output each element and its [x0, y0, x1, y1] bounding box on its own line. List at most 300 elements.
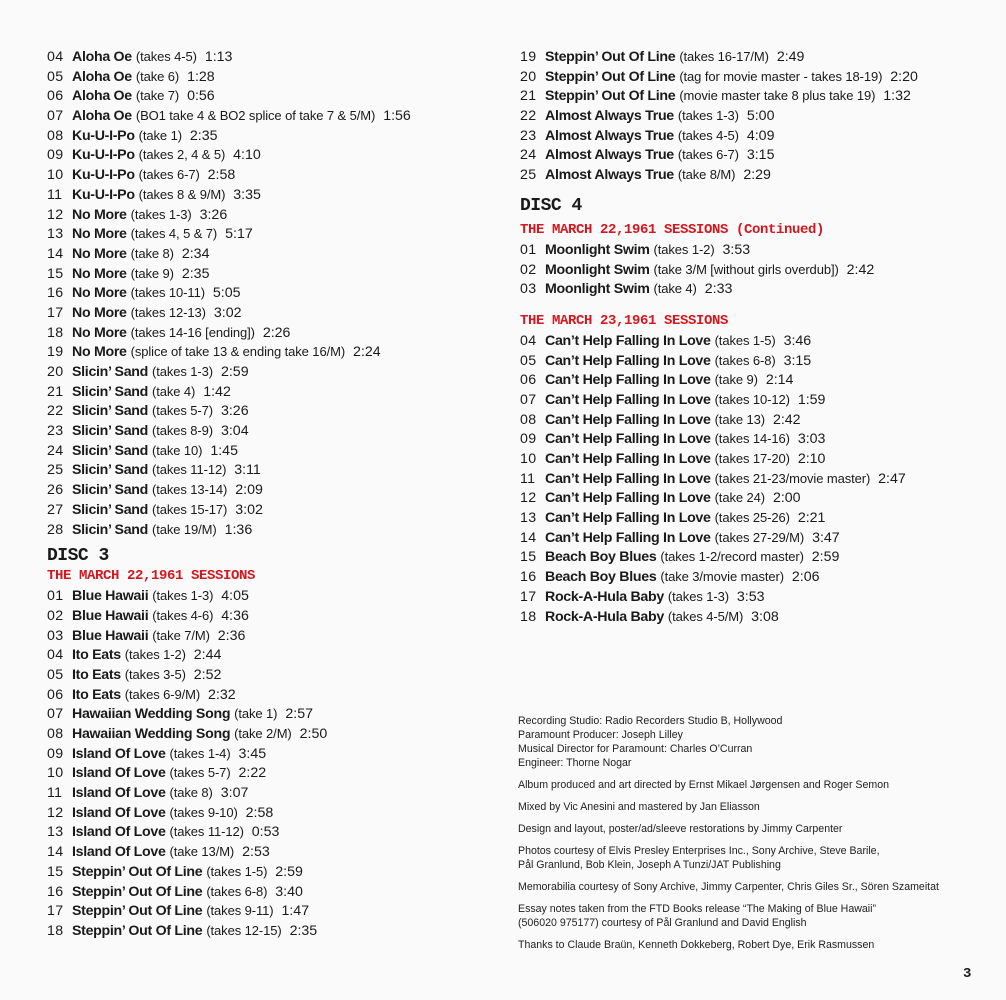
- track-duration: 3:53: [736, 588, 765, 605]
- track-duration: 3:45: [238, 745, 267, 762]
- track-number: 18: [520, 608, 537, 625]
- track-row: [47, 704, 487, 724]
- track-takes: (takes 1-5): [206, 863, 268, 879]
- track-number: 24: [520, 147, 537, 164]
- track-title: Ku-U-I-Po: [72, 186, 135, 203]
- track-duration: 2:49: [776, 49, 805, 65]
- track-title: Slicin’ Sand: [72, 364, 149, 380]
- track-duration: 3:26: [199, 206, 228, 223]
- track-row: [520, 106, 990, 126]
- track-number: 04: [520, 332, 537, 349]
- track-duration: 2:06: [791, 569, 820, 586]
- track-title: Almost Always True: [545, 167, 674, 184]
- track-takes: (BO1 take 4 & BO2 splice of take 7 & 5/M): [135, 108, 376, 124]
- track-duration: 1:28: [187, 68, 215, 85]
- track-takes: (takes 25-26): [714, 510, 790, 526]
- track-number: 24: [47, 442, 64, 459]
- track-takes: (splice of take 13 & ending take 16/M): [130, 344, 346, 360]
- track-takes: (takes 1-2): [653, 241, 715, 257]
- track-number: 10: [47, 167, 64, 184]
- track-takes: (takes 27-29/M): [714, 529, 805, 545]
- track-takes: (takes 4-5/M): [667, 608, 744, 624]
- track-takes: (takes 3-5): [124, 666, 186, 682]
- track-row: [520, 547, 990, 567]
- track-row: [47, 165, 487, 185]
- track-title: Steppin’ Out Of Line: [545, 49, 676, 65]
- track-duration: 2:58: [245, 804, 274, 821]
- track-title: Steppin’ Out Of Line: [72, 922, 203, 939]
- track-title: Can’t Help Falling In Love: [545, 451, 711, 467]
- track-takes: (take 8): [130, 245, 174, 261]
- track-row: [47, 606, 487, 626]
- track-row: [520, 528, 990, 548]
- track-duration: 3:46: [783, 332, 812, 349]
- track-takes: (takes 1-4): [169, 745, 231, 761]
- track-number: 11: [47, 186, 63, 203]
- track-title: Island Of Love: [72, 745, 166, 762]
- track-number: 19: [47, 344, 64, 361]
- track-number: 07: [520, 391, 537, 408]
- track-duration: 5:00: [746, 108, 775, 125]
- track-number: 13: [47, 226, 64, 243]
- page-number: 3: [963, 966, 972, 982]
- track-number: 06: [47, 88, 64, 105]
- track-title: Can’t Help Falling In Love: [545, 529, 711, 546]
- track-row: [520, 370, 990, 390]
- track-row: [520, 508, 990, 528]
- track-takes: (takes 1-3): [130, 206, 192, 222]
- track-takes: (take 4): [653, 281, 697, 297]
- track-takes: (takes 6-7): [677, 147, 739, 163]
- track-duration: 3:15: [746, 147, 775, 164]
- track-takes: (takes 11-12): [169, 824, 244, 840]
- track-number: 20: [47, 364, 64, 380]
- track-number: 08: [47, 127, 64, 144]
- track-takes: (take 19/M): [151, 521, 217, 537]
- track-title: Ku-U-I-Po: [72, 127, 135, 144]
- track-title: Ito Eats: [72, 647, 121, 664]
- disc-3-heading: DISC 3: [47, 546, 109, 567]
- track-number: 17: [47, 304, 64, 321]
- track-title: Steppin’ Out Of Line: [545, 88, 676, 105]
- track-number: 17: [47, 903, 64, 920]
- credit-line: Thanks to Claude Braün, Kenneth Dokkeberg, Robert Dye, Erik Rasmussen: [518, 939, 875, 951]
- track-title: No More: [72, 344, 127, 361]
- track-takes: (takes 15-17): [151, 501, 228, 517]
- track-row: [47, 763, 487, 783]
- track-title: Rock-A-Hula Baby: [545, 588, 664, 605]
- track-duration: 2:53: [242, 844, 270, 861]
- track-row: [520, 126, 990, 146]
- credit-paragraph: [518, 902, 958, 930]
- track-number: 28: [47, 521, 64, 538]
- credit-paragraph: [518, 822, 958, 836]
- track-row: [520, 86, 990, 106]
- track-takes: (take 7/M): [152, 627, 210, 643]
- track-takes: (movie master take 8 plus take 19): [679, 88, 876, 104]
- track-duration: 4:09: [746, 127, 775, 144]
- track-row: [520, 469, 990, 489]
- track-number: 18: [47, 324, 64, 341]
- track-number: 10: [520, 451, 537, 467]
- track-row: [520, 429, 990, 449]
- track-row: [47, 882, 487, 902]
- track-duration: 4:36: [221, 607, 249, 624]
- track-title: Slicin’ Sand: [72, 482, 149, 499]
- track-duration: 2:34: [181, 245, 210, 262]
- track-duration: 2:24: [353, 344, 381, 361]
- track-duration: 3:08: [751, 608, 779, 625]
- track-takes: (takes 9-10): [169, 804, 238, 820]
- track-row: [520, 449, 990, 469]
- track-takes: (takes 1-2): [124, 647, 186, 663]
- track-duration: 3:47: [812, 529, 840, 546]
- track-number: 14: [47, 245, 64, 262]
- credit-paragraph: [518, 778, 958, 792]
- track-takes: (takes 10-11): [130, 285, 205, 301]
- track-duration: 2:42: [772, 411, 801, 428]
- track-row: [47, 86, 487, 106]
- track-title: Slicin’ Sand: [72, 403, 149, 420]
- track-title: Can’t Help Falling In Love: [545, 391, 711, 408]
- track-title: Steppin’ Out Of Line: [72, 863, 203, 880]
- track-number: 09: [47, 745, 64, 762]
- track-title: Island Of Love: [72, 785, 166, 802]
- track-row: [520, 390, 990, 410]
- track-takes: (takes 1-3): [151, 364, 214, 379]
- track-title: Aloha Oe: [72, 68, 132, 85]
- track-duration: 3:02: [213, 304, 242, 321]
- track-title: Slicin’ Sand: [72, 521, 149, 538]
- track-duration: 1:56: [383, 108, 411, 125]
- track-title: No More: [72, 226, 127, 243]
- track-list-disc3-continued: [520, 47, 990, 185]
- track-number: 22: [47, 403, 64, 420]
- track-number: 01: [520, 241, 537, 258]
- track-row: [47, 803, 487, 823]
- track-row: [47, 185, 487, 205]
- track-row: [47, 283, 487, 303]
- track-takes: (take 6): [135, 68, 180, 84]
- track-duration: 2:22: [238, 765, 267, 782]
- track-row: [520, 567, 990, 587]
- credits-block: [518, 714, 958, 960]
- track-takes: (takes 14-16 [ending]): [130, 324, 255, 340]
- track-number: 08: [47, 726, 64, 742]
- track-list-disc3: [47, 586, 487, 940]
- track-title: Island Of Love: [72, 765, 166, 782]
- track-row: [47, 586, 487, 606]
- track-row: [520, 331, 990, 351]
- track-duration: 1:47: [281, 903, 310, 920]
- track-duration: 2:52: [193, 666, 222, 683]
- track-row: [47, 665, 487, 685]
- track-number: 09: [47, 147, 64, 164]
- track-number: 16: [47, 285, 64, 302]
- credit-paragraph: [518, 844, 958, 872]
- track-duration: 0:53: [251, 824, 280, 841]
- track-title: Rock-A-Hula Baby: [545, 608, 664, 625]
- track-duration: 2:35: [181, 265, 210, 282]
- credit-line: Paramount Producer: Joseph Lilley: [518, 729, 683, 741]
- track-title: No More: [72, 324, 127, 341]
- track-row: [47, 382, 487, 402]
- disc-4-session-heading-march-23: THE MARCH 23,1961 SESSIONS: [520, 312, 729, 329]
- track-number: 27: [47, 501, 64, 518]
- track-duration: 3:02: [235, 501, 263, 518]
- track-takes: (takes 1-3): [152, 588, 214, 604]
- credit-line: Photos courtesy of Elvis Presley Enterprises Inc., Sony Archive, Steve Barile,: [518, 845, 880, 857]
- track-title: Ito Eats: [72, 666, 121, 683]
- track-row: [47, 264, 487, 284]
- track-title: Blue Hawaii: [72, 588, 149, 605]
- track-takes: (takes 6-8): [714, 352, 776, 368]
- track-title: Moonlight Swim: [545, 281, 650, 298]
- track-title: Hawaiian Wedding Song: [72, 726, 231, 742]
- credit-paragraph: [518, 714, 958, 770]
- track-duration: 2:57: [285, 706, 313, 723]
- track-title: Almost Always True: [545, 147, 674, 164]
- track-row: [47, 47, 487, 67]
- disc-4-heading: DISC 4: [520, 195, 582, 216]
- track-number: 03: [520, 281, 537, 298]
- track-number: 17: [520, 588, 537, 605]
- track-takes: (take 1): [138, 127, 182, 143]
- track-number: 10: [47, 765, 64, 782]
- track-duration: 2:35: [189, 127, 218, 144]
- track-row: [47, 441, 487, 461]
- track-title: Aloha Oe: [72, 49, 132, 65]
- track-duration: 0:56: [187, 88, 215, 105]
- track-duration: 1:13: [204, 49, 233, 65]
- track-takes: (take 13/M): [169, 844, 235, 860]
- track-title: Beach Boy Blues: [545, 569, 657, 586]
- track-duration: 3:35: [233, 186, 261, 203]
- track-duration: 2:42: [846, 261, 875, 278]
- track-duration: 4:05: [221, 588, 249, 605]
- track-row: [520, 47, 990, 67]
- track-duration: 3:11: [234, 462, 261, 479]
- track-row: [47, 145, 487, 165]
- track-title: Ku-U-I-Po: [72, 147, 135, 164]
- track-row: [47, 303, 487, 323]
- track-duration: 2:14: [765, 372, 794, 389]
- track-row: [520, 145, 990, 165]
- track-duration: 3:15: [783, 352, 812, 369]
- track-row: [47, 724, 487, 744]
- track-takes: (take 9): [130, 265, 174, 281]
- track-number: 15: [520, 549, 537, 566]
- track-row: [47, 362, 487, 382]
- track-duration: 2:21: [797, 510, 826, 527]
- track-title: Blue Hawaii: [72, 607, 149, 624]
- track-duration: 5:17: [225, 226, 253, 243]
- track-list-disc4-march-23: [520, 331, 990, 626]
- track-number: 12: [47, 804, 64, 821]
- track-takes: (takes 14-16): [714, 431, 790, 447]
- track-title: Slicin’ Sand: [72, 501, 149, 518]
- track-takes: (takes 6-9/M): [124, 686, 201, 702]
- track-number: 14: [520, 529, 537, 546]
- track-row: [47, 744, 487, 764]
- track-takes: (takes 13-14): [151, 482, 228, 498]
- track-duration: 2:47: [878, 470, 906, 487]
- track-number: 11: [520, 470, 536, 487]
- track-takes: (takes 1-2/record master): [660, 549, 804, 565]
- track-takes: (take 10): [151, 442, 203, 458]
- credit-line: Recording Studio: Radio Recorders Studio B, Hollywood: [518, 715, 783, 727]
- track-takes: (takes 5-7): [169, 765, 231, 781]
- track-takes: (take 2/M): [234, 726, 292, 741]
- track-number: 20: [520, 68, 537, 85]
- track-duration: 2:26: [262, 324, 291, 341]
- track-title: No More: [72, 265, 127, 282]
- track-number: 25: [47, 462, 64, 479]
- track-takes: (takes 8-9): [151, 423, 214, 439]
- track-title: Can’t Help Falling In Love: [545, 470, 711, 487]
- track-row: [520, 410, 990, 430]
- track-duration: 4:10: [233, 147, 261, 164]
- track-title: No More: [72, 206, 127, 223]
- track-row: [47, 323, 487, 343]
- track-duration: 2:33: [704, 281, 733, 298]
- track-takes: (take 3/movie master): [660, 569, 784, 585]
- track-duration: 3:03: [797, 431, 826, 448]
- track-row: [47, 421, 487, 441]
- track-number: 09: [520, 431, 537, 448]
- credit-line: Album produced and art directed by Ernst Mikael Jørgensen and Roger Semon: [518, 779, 889, 791]
- track-takes: (take 7): [135, 88, 180, 104]
- track-title: Steppin’ Out Of Line: [72, 883, 203, 900]
- track-row: [47, 626, 487, 646]
- track-takes: (takes 4-5): [135, 49, 197, 64]
- track-number: 21: [47, 383, 64, 400]
- track-duration: 2:59: [275, 863, 303, 880]
- track-number: 14: [47, 844, 64, 861]
- track-number: 13: [520, 510, 537, 527]
- track-duration: 1:59: [797, 391, 826, 408]
- credit-line: Essay notes taken from the FTD Books release “The Making of Blue Hawaii”: [518, 903, 876, 915]
- track-row: [47, 842, 487, 862]
- track-row: [520, 67, 990, 87]
- track-number: 07: [47, 108, 64, 125]
- track-duration: 2:59: [220, 364, 249, 380]
- track-title: Can’t Help Falling In Love: [545, 431, 711, 448]
- track-row: [47, 106, 487, 126]
- track-title: Can’t Help Falling In Love: [545, 372, 711, 389]
- track-duration: 3:53: [722, 241, 751, 258]
- track-takes: (takes 6-8): [206, 883, 268, 899]
- track-row: [520, 240, 990, 260]
- track-title: Aloha Oe: [72, 108, 132, 125]
- track-row: [47, 822, 487, 842]
- credit-line: Engineer: Thorne Nogar: [518, 757, 632, 769]
- track-row: [520, 279, 990, 299]
- track-title: Island Of Love: [72, 824, 166, 841]
- track-takes: (tag for movie master - takes 18-19): [679, 68, 883, 84]
- track-list-disc4-march-22: [520, 240, 990, 299]
- track-number: 05: [47, 666, 64, 683]
- track-row: [47, 901, 487, 921]
- track-number: 18: [47, 922, 64, 939]
- credit-line: Musical Director for Paramount: Charles O’Curran: [518, 743, 753, 755]
- track-duration: 2:59: [811, 549, 840, 566]
- track-row: [47, 224, 487, 244]
- credit-line: Pål Granlund, Bob Klein, Joseph A Tunzi/JAT Publishing: [518, 859, 781, 871]
- track-takes: (take 8): [169, 785, 213, 801]
- track-row: [47, 244, 487, 264]
- track-row: [47, 921, 487, 941]
- track-takes: (takes 21-23/movie master): [714, 470, 871, 486]
- track-row: [47, 342, 487, 362]
- track-title: Steppin’ Out Of Line: [72, 903, 203, 920]
- track-title: Slicin’ Sand: [72, 442, 149, 459]
- track-number: 12: [520, 490, 537, 507]
- track-title: Steppin’ Out Of Line: [545, 68, 676, 85]
- track-row: [47, 401, 487, 421]
- track-title: Almost Always True: [545, 127, 674, 144]
- track-duration: 3:07: [220, 785, 249, 802]
- track-number: 07: [47, 706, 64, 723]
- track-number: 25: [520, 167, 537, 184]
- track-row: [520, 260, 990, 280]
- track-takes: (take 1): [234, 706, 278, 722]
- track-takes: (takes 10-12): [714, 391, 790, 407]
- track-row: [520, 587, 990, 607]
- track-row: [520, 165, 990, 185]
- track-duration: 2:36: [217, 627, 246, 644]
- track-row: [47, 685, 487, 705]
- track-duration: 2:50: [299, 726, 328, 742]
- track-number: 05: [520, 352, 537, 369]
- track-duration: 1:42: [203, 383, 231, 400]
- track-row: [520, 351, 990, 371]
- track-takes: (takes 9-11): [206, 903, 274, 919]
- track-number: 22: [520, 108, 537, 125]
- credit-paragraph: [518, 880, 958, 894]
- track-title: Hawaiian Wedding Song: [72, 706, 231, 723]
- track-number: 11: [47, 785, 63, 802]
- track-duration: 3:04: [220, 423, 249, 440]
- track-title: Moonlight Swim: [545, 261, 650, 278]
- track-title: Aloha Oe: [72, 88, 132, 105]
- track-row: [47, 783, 487, 803]
- track-takes: (takes 17-20): [714, 451, 790, 466]
- track-duration: 1:32: [883, 88, 911, 105]
- track-row: [47, 645, 487, 665]
- track-title: Slicin’ Sand: [72, 462, 149, 479]
- track-duration: 2:58: [207, 167, 236, 184]
- track-number: 16: [47, 883, 64, 900]
- track-duration: 2:10: [797, 451, 826, 467]
- track-number: 15: [47, 265, 64, 282]
- track-duration: 2:00: [772, 490, 801, 507]
- disc-3-session-heading: THE MARCH 22,1961 SESSIONS: [47, 568, 256, 585]
- credit-line: (506020 975177) courtesy of Pål Granlund and David English: [518, 917, 807, 929]
- track-number: 08: [520, 411, 537, 428]
- credit-paragraph: [518, 800, 958, 814]
- track-row: [47, 520, 487, 540]
- track-row: [47, 205, 487, 225]
- track-row: [47, 126, 487, 146]
- track-title: No More: [72, 245, 127, 262]
- track-duration: 1:45: [210, 442, 238, 459]
- track-takes: (takes 12-13): [130, 304, 206, 320]
- track-number: 15: [47, 863, 64, 880]
- track-number: 26: [47, 482, 64, 499]
- track-title: No More: [72, 285, 127, 302]
- track-title: Ku-U-I-Po: [72, 167, 135, 184]
